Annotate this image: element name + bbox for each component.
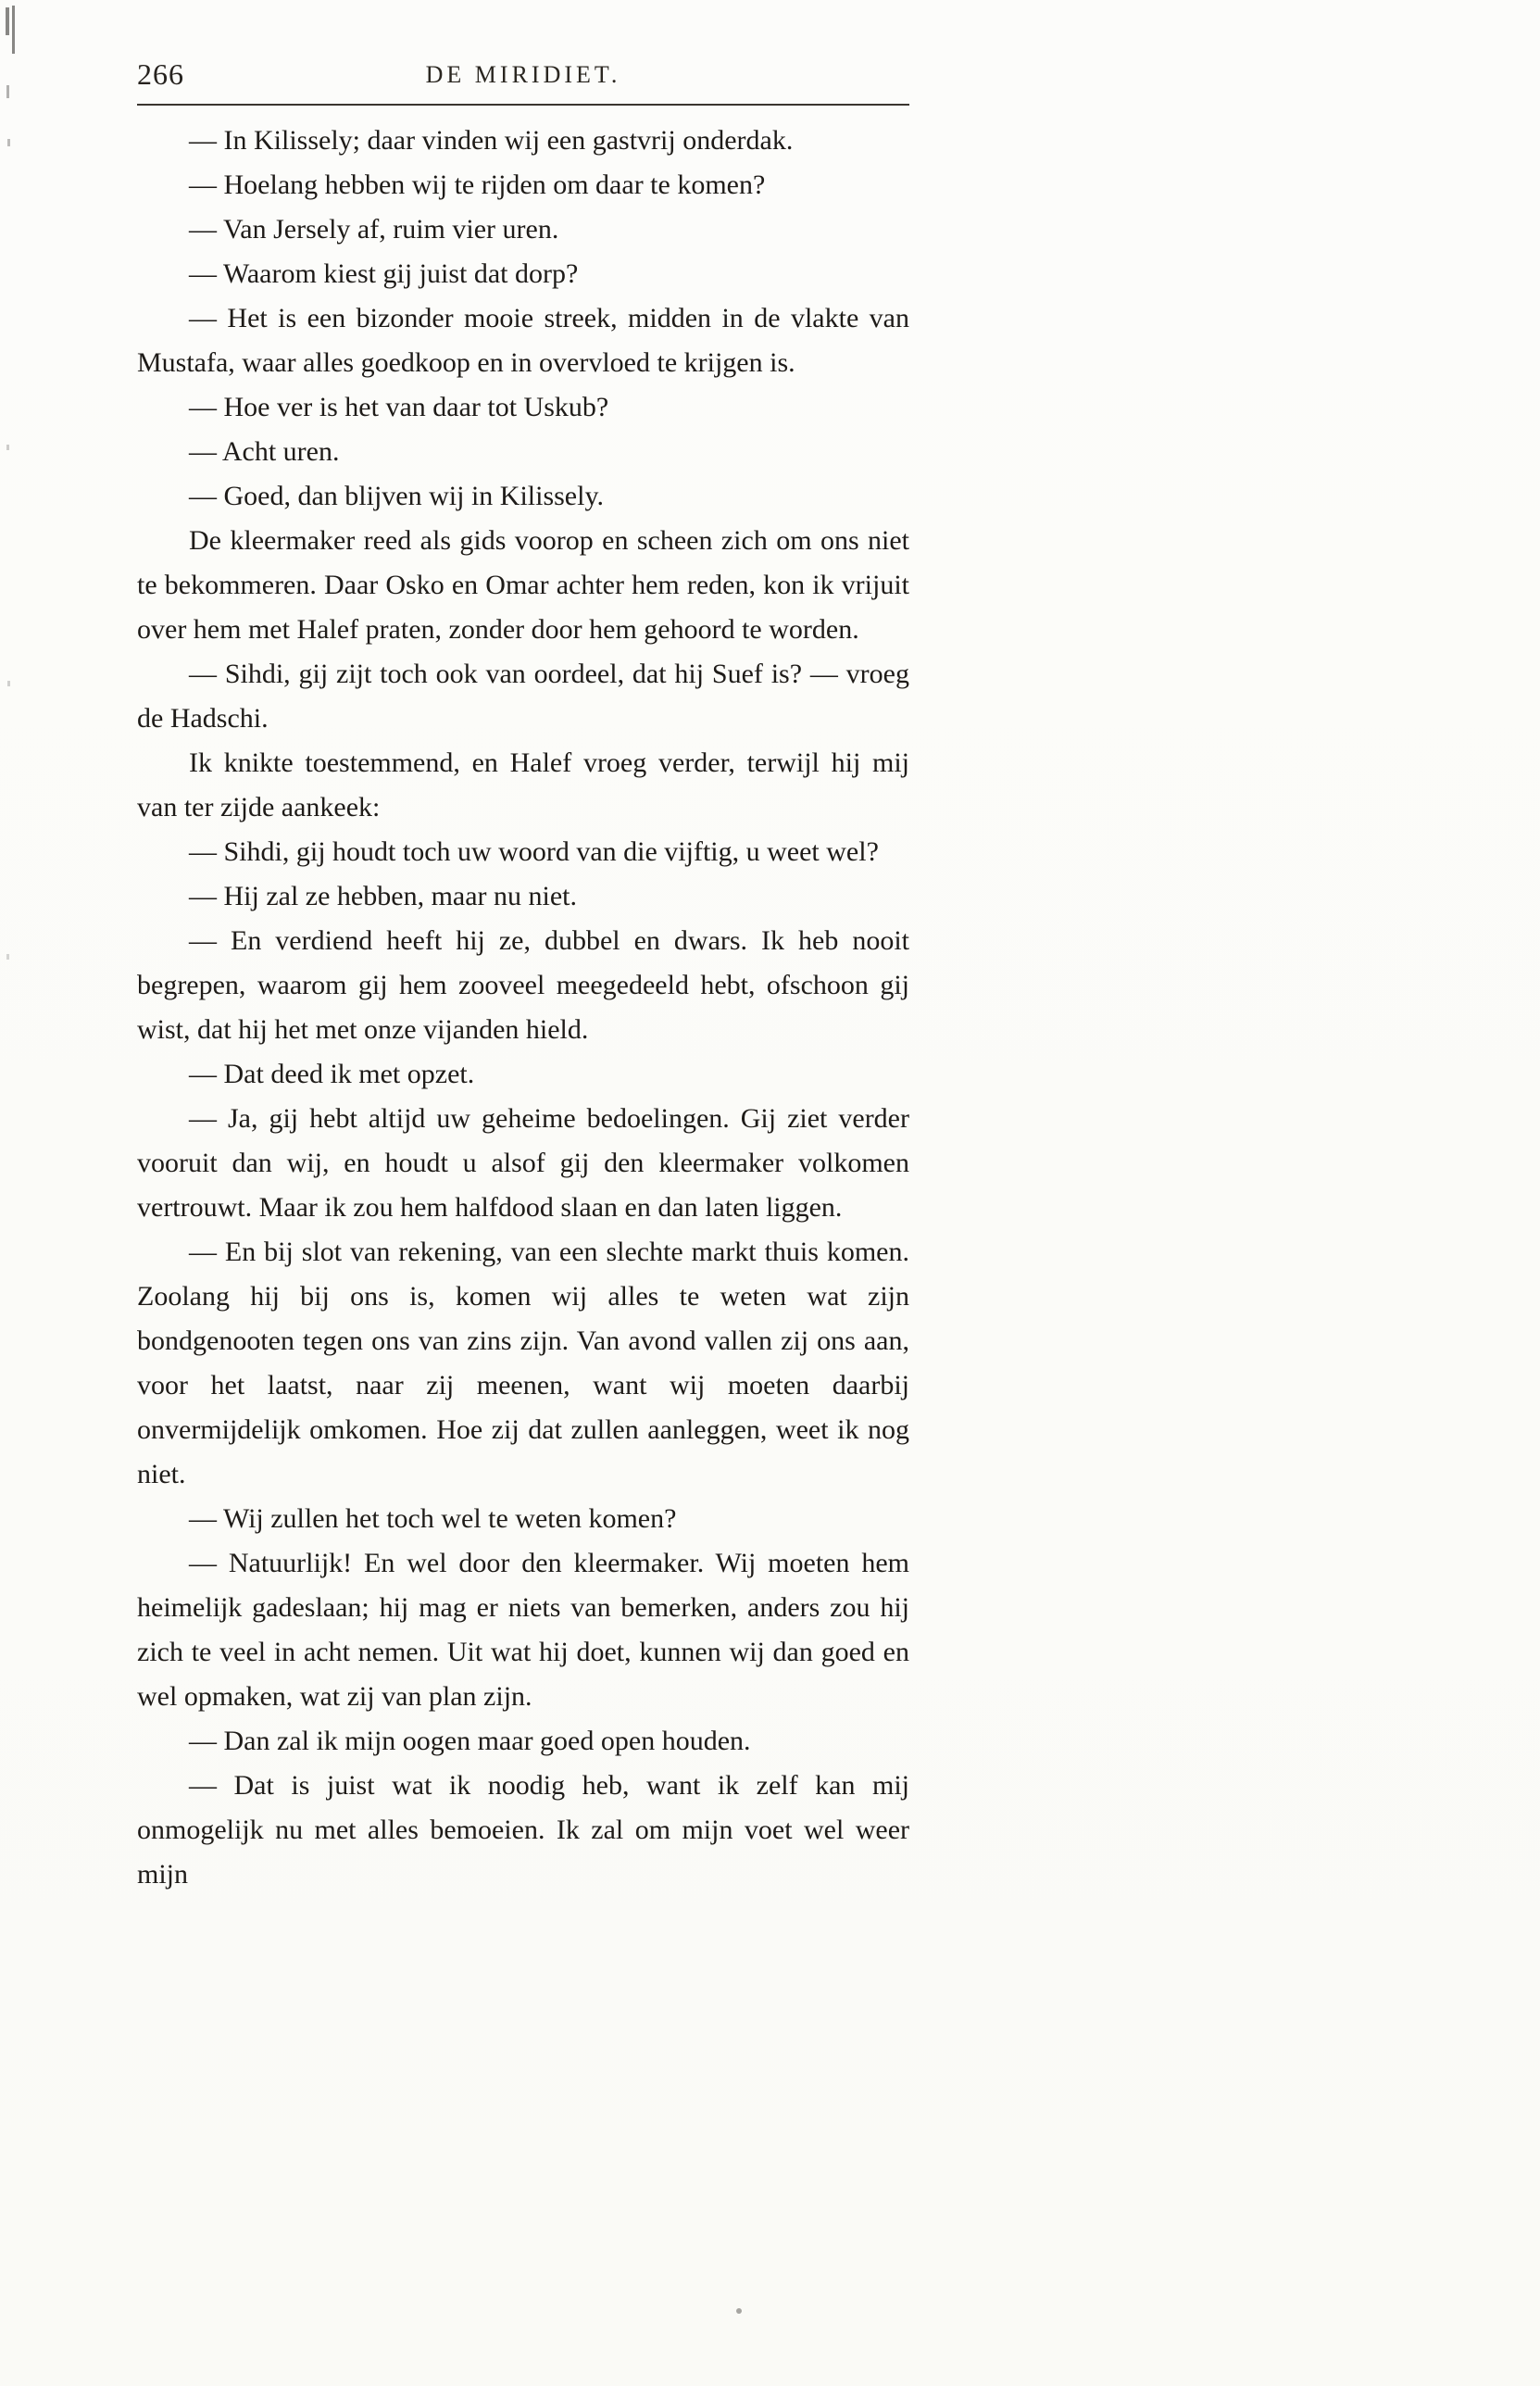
paragraph: — Waarom kiest gij juist dat dorp? — [189, 258, 579, 289]
scan-artifact — [6, 445, 9, 450]
paragraph: — Acht uren. — [189, 436, 340, 467]
paragraph: — Van Jersely af, ruim vier uren. — [189, 214, 559, 245]
paragraph: Ik knikte toestemmend, en Halef vroeg verder, terwijl hij mij van ter zijde aankeek: — [137, 747, 909, 823]
paragraph: — Dat deed ik met opzet. — [189, 1059, 475, 1089]
scan-artifact — [7, 681, 10, 686]
header-rule — [137, 104, 909, 106]
paragraph: — Hoelang hebben wij te rijden om daar te komen? — [189, 170, 766, 200]
paragraph: — En verdiend heeft hij ze, dubbel en dwars. Ik heb nooit begrepen, waarom gij hem zooveel meegedeeld hebt, ofschoon gij wist, dat hij het met onze vijanden hield. — [137, 925, 909, 1045]
paragraph: — Dan zal ik mijn oogen maar goed open houden. — [189, 1726, 751, 1756]
scan-artifact — [6, 85, 9, 98]
paragraph: — En bij slot van rekening, van een slechte markt thuis komen. Zoolang hij bij ons is, komen wij alles te weten wat zijn bondgenooten tegen ons van zins zijn. Van avond vallen zij ons aan, voor het laatst, naar zij meenen, want wij moeten daarbij onvermijdelijk omkomen. Hoe zij dat zullen aanleggen, weet ik nog niet. — [137, 1237, 909, 1489]
scan-artifact — [12, 6, 15, 54]
paragraph: — Hoe ver is het van daar tot Uskub? — [189, 392, 609, 422]
paragraph: — Ja, gij hebt altijd uw geheime bedoelingen. Gij ziet verder vooruit dan wij, en houdt u alsof gij den kleermaker volkomen vertrouwt. Maar ik zou hem halfdood slaan en dan laten liggen. — [137, 1103, 909, 1223]
paragraph: De kleermaker reed als gids voorop en scheen zich om ons niet te bekommeren. Daar Osko en Omar achter hem reden, kon ik vrijuit over hem met Halef praten, zonder door hem gehoord te worden. — [137, 525, 909, 645]
page-number: 266 — [137, 57, 184, 91]
running-header — [137, 57, 909, 96]
paragraph: — In Kilissely; daar vinden wij een gastvrij onderdak. — [189, 125, 794, 156]
running-title: DE MIRIDIET. — [425, 61, 621, 88]
paragraph: — Sihdi, gij zijt toch ook van oordeel, dat hij Suef is? — vroeg de Hadschi. — [137, 659, 909, 734]
scan-artifact — [7, 139, 10, 146]
text-block — [137, 119, 909, 1897]
paragraph: — Hij zal ze hebben, maar nu niet. — [189, 881, 578, 911]
scan-artifact — [6, 954, 9, 960]
paragraph: — Natuurlijk! En wel door den kleermaker. Wij moeten hem heimelijk gadeslaan; hij mag er niets van bemerken, anders zou hij zich te veel in acht nemen. Uit wat hij doet, kunnen wij dan goed en wel opmaken, wat zij van plan zijn. — [137, 1548, 909, 1712]
scan-artifact — [736, 2308, 742, 2314]
paragraph: — Het is een bizonder mooie streek, midden in de vlakte van Mustafa, waar alles goedkoop en in overvloed te krijgen is. — [137, 303, 909, 378]
paragraph: — Wij zullen het toch wel te weten komen? — [189, 1503, 677, 1534]
paragraph: — Goed, dan blijven wij in Kilissely. — [189, 481, 605, 511]
scan-artifact — [6, 7, 9, 35]
paragraph: — Dat is juist wat ik noodig heb, want ik zelf kan mij onmogelijk nu met alles bemoeien. Ik zal om mijn voet wel weer mijn — [137, 1770, 909, 1890]
paragraph: — Sihdi, gij houdt toch uw woord van die vijftig, u weet wel? — [189, 836, 879, 867]
